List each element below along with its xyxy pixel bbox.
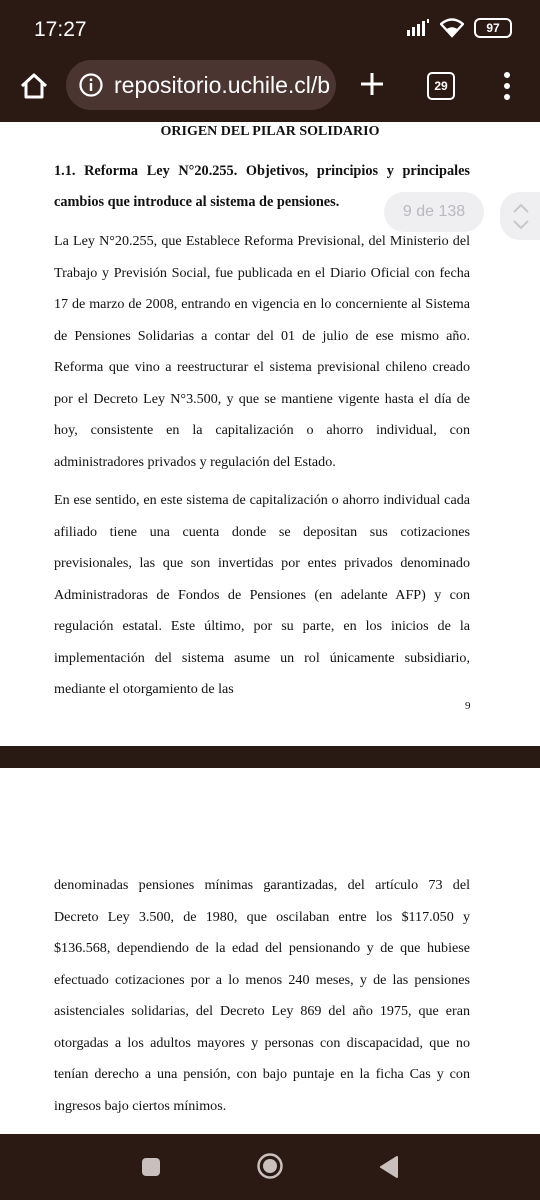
- address-bar[interactable]: [66, 60, 336, 110]
- subsection-heading: 1.1. Reforma Ley N°20.255. Objetivos, principios y principales cambios que introduce al sistema de pensiones.: [54, 163, 470, 210]
- section-heading: ORIGEN DEL PILAR SOLIDARIO: [160, 124, 380, 139]
- triangle-back-icon[interactable]: [378, 1155, 400, 1179]
- more-vert-icon[interactable]: [500, 70, 514, 102]
- info-icon[interactable]: [78, 72, 104, 98]
- chevron-up-down-icon: [500, 192, 540, 240]
- status-time: 17:27: [34, 18, 87, 41]
- battery-indicator: 97: [474, 18, 512, 38]
- square-icon[interactable]: [141, 1157, 161, 1177]
- signal-icon: [406, 19, 430, 37]
- tab-switcher-button[interactable]: 29: [427, 72, 455, 100]
- pdf-page-10: [0, 768, 540, 1134]
- browser-toolbar: [0, 58, 540, 122]
- page-nav-handle[interactable]: [500, 192, 540, 240]
- wifi-icon: [440, 18, 464, 38]
- paragraph-3: denominadas pensiones mínimas garantizadas, del artículo 73 del Decreto Ley 3.500, de 1980, que oscilaban entre los $117.050 y $136.568, dependiendo de la edad del pensionando y de que hubiese efectuado cotizaciones por a lo menos 240 meses, y de las pensiones asistenciales solidarias, del Decreto Ley 869 del año 1975, que eran otorgadas a los adultos mayores y personas con discapacidad, que no tenían derecho a una pensión, con bajo puntaje en la ficha Cas y con ingresos bajo ciertos mínimos.: [54, 877, 470, 1114]
- paragraph-1: La Ley N°20.255, que Establece Reforma Previsional, del Ministerio del Trabajo y Previsión Social, fue publicada en el Diario Oficial con fecha 17 de marzo de 2008, entrando en vigencia en lo concerniente al Sistema de Pensiones Solidarias a contar del 01 de julio de ese mismo año. Reforma que vino a reestructurar el sistema previsional chileno creado por el Decreto Ley N°3.500, y que se mantiene vigente hasta el día de hoy, consistente en la capitalización o ahorro individual, con administradores privados y regulación del Estado.: [54, 233, 470, 470]
- page-number: 9: [465, 700, 471, 712]
- plus-icon[interactable]: [356, 68, 388, 100]
- url-text[interactable]: repositorio.uchile.cl/b: [114, 71, 331, 98]
- status-icons: [406, 18, 512, 38]
- page-separator: [0, 746, 540, 768]
- circle-icon[interactable]: [256, 1152, 284, 1180]
- status-bar: [0, 0, 540, 58]
- page-indicator[interactable]: 9 de 138: [384, 192, 484, 232]
- paragraph-2: En ese sentido, en este sistema de capitalización o ahorro individual cada afiliado tiene una cuenta donde se depositan sus cotizaciones previsionales, las que son invertidas por entes privados denominado Administradoras de Fondos de Pensiones (en adelante AFP) y con regulación estatal. Este último, por su parte, en los inicios de la implementación del sistema asume un rol únicamente subsidiario, mediante el otorgamiento de las: [54, 492, 470, 697]
- home-icon[interactable]: [18, 70, 50, 102]
- system-nav-bar: [0, 1134, 540, 1200]
